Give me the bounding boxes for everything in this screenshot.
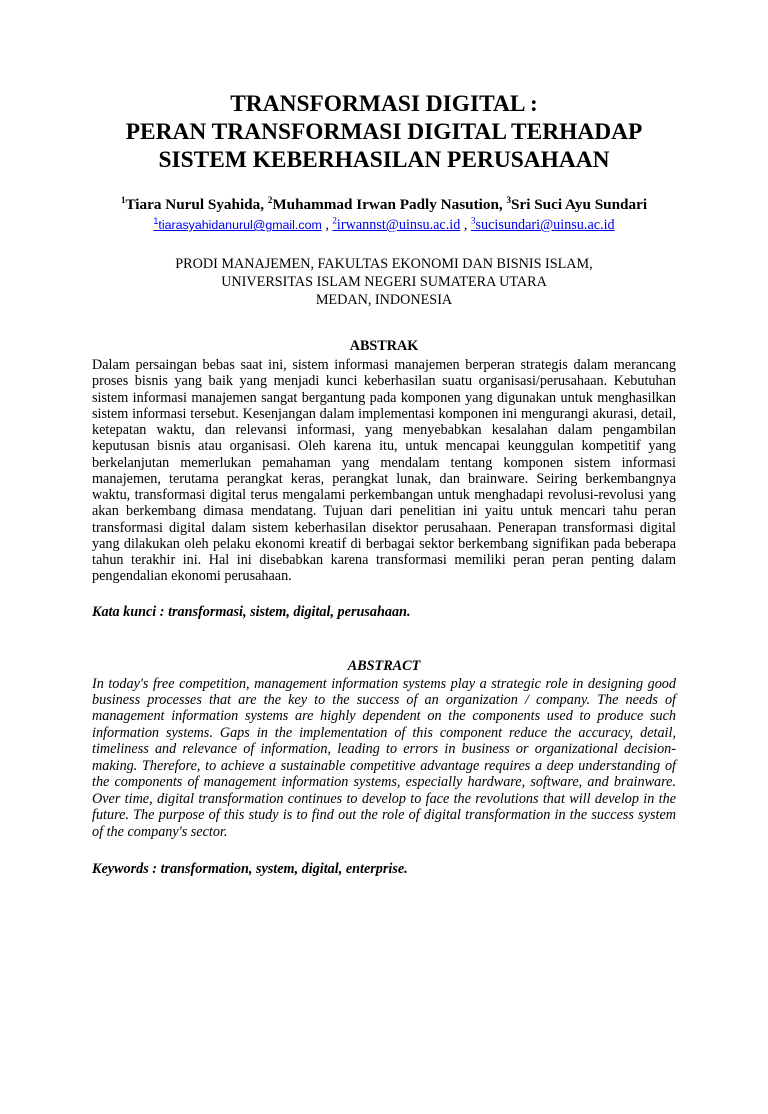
affiliation-line-3: MEDAN, INDONESIA bbox=[315, 292, 453, 308]
affiliation-line-2: UNIVERSITAS ISLAM NEGERI SUMATERA UTARA bbox=[221, 274, 547, 290]
email-2-text: irwannst@uinsu.ac.id bbox=[336, 217, 461, 233]
abstrak-heading: ABSTRAK bbox=[349, 338, 419, 354]
abstract-heading: ABSTRACT bbox=[347, 657, 421, 674]
title-line-1: TRANSFORMASI DIGITAL : bbox=[230, 91, 538, 117]
author-2-number: 2 bbox=[267, 194, 273, 205]
author-2-name: Muhammad Irwan Padly Nasution, bbox=[272, 196, 507, 213]
paper-page bbox=[0, 90, 768, 1114]
email-1-number: 1 bbox=[153, 215, 159, 226]
email-link-3[interactable] bbox=[471, 217, 615, 233]
author-3-number: 3 bbox=[506, 194, 511, 205]
abstrak-body: Dalam persaingan bebas saat ini, sistem informasi manajemen berperan strategis dalam merancang proses bisnis yang baik yang menjadi kunci keberhasilan suatu organisasi/perusahaan. Kebutuhan sistem informasi manajemen sangat bergantung pada komponen yang digunakan untuk menghasilkan sistem informasi tersebut. Kesenjangan dalam implementasi komponen ini mengurangi akurasi, detail, ketepatan waktu, dan relevansi informasi, yang menyebabkan kesalahan dalam pengambilan keputusan bisnis atau organisasi. Oleh karena itu, untuk mencapai keunggulan kompetitif yang berkelanjutan memerlukan pemahaman yang mendalam tentang komponen sistem informasi manajemen, terutama perangkat keras, perangkat lunak, dan brainware. Seiring berkembangnya waktu, transformasi digital terus mengalami perkembangan untuk menghadapi revolusi-revolusi yang akan berkembang dimasa mendatang. Tujuan dari penelitian ini yaitu untuk mencari tahu peran transformasi digital dalam sistem keberhasilan disektor perusahaan. Penerapan transformasi digital yang dilakukan oleh pelaku ekonomi kreatif di berbagai sektor berkembang signifikan pada beberapa tahun terakhir ini. Hal ini disebabkan karena transformasi memiliki peran peran penting dalam pengendalian ekonomi perusahaan. bbox=[92, 357, 676, 585]
affiliation-line-1: PRODI MANAJEMEN, FAKULTAS EKONOMI DAN BISNIS ISLAM, bbox=[175, 256, 593, 272]
email-separator: , bbox=[321, 217, 333, 233]
email-2-number: 2 bbox=[332, 215, 337, 226]
email-list bbox=[92, 217, 676, 234]
author-list bbox=[92, 196, 676, 214]
paper-title bbox=[92, 90, 676, 174]
author-3-name: Sri Suci Ayu Sundari bbox=[511, 196, 648, 213]
email-link-2[interactable] bbox=[332, 217, 460, 233]
email-3-text: sucisundari@uinsu.ac.id bbox=[475, 217, 615, 233]
title-line-2: PERAN TRANSFORMASI DIGITAL TERHADAP bbox=[125, 119, 643, 145]
email-3-number: 3 bbox=[470, 215, 476, 226]
affiliation bbox=[92, 255, 676, 309]
author-1-name: Tiara Nurul Syahida, bbox=[125, 196, 268, 213]
title-line-3: SISTEM KEBERHASILAN PERUSAHAAN bbox=[158, 147, 610, 173]
kata-kunci: Kata kunci : transformasi, sistem, digital, perusahaan. bbox=[92, 603, 411, 620]
abstract-body: In today's free competition, management information systems play a strategic role in designing good business processes that are the key to the success of an organization / company. The needs of management information systems are highly dependent on the components used to produce such information systems. Gaps in the implementation of this component reduce the accuracy, detail, timeliness and relevance of information, leading to errors in business or organizational decision-making. Therefore, to achieve a sustainable competitive advantage requires a deep understanding of the components of management information systems, especially hardware, software, and brainware. Over time, digital transformation continues to develop to face the revolutions that will develop in the future. The purpose of this study is to find out the role of digital transformation in the success system of the company's sector. bbox=[92, 675, 676, 840]
email-1-text: tiarasyahidanurul@gmail.com bbox=[158, 218, 322, 232]
email-link-1[interactable] bbox=[153, 215, 322, 232]
author-1-number: 1 bbox=[120, 194, 126, 205]
keywords: Keywords : transformation, system, digital, enterprise. bbox=[92, 861, 408, 878]
email-separator: , bbox=[460, 217, 471, 233]
